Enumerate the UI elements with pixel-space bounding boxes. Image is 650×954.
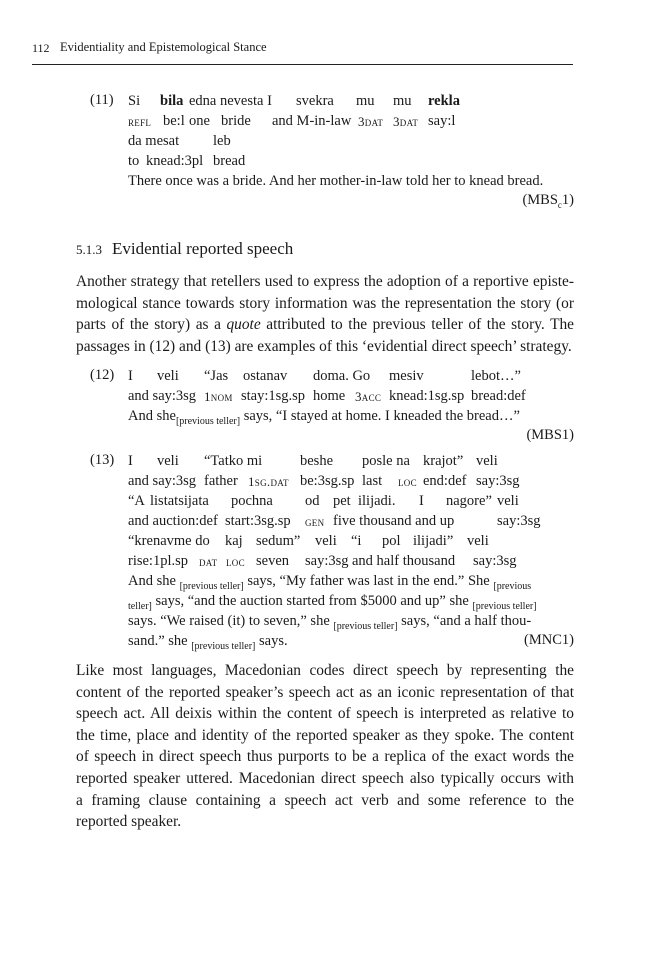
gloss-abbrev: and say:3sg	[128, 388, 197, 404]
gloss-word: ilijadi.	[358, 493, 396, 509]
running-title: Evidentiality and Epistemological Stance	[60, 40, 267, 54]
gloss-word: edna nevesta I	[189, 93, 272, 109]
gloss-abbrev: knead:1sg.sp	[389, 388, 465, 404]
gloss-word: bila	[160, 93, 184, 109]
gloss-abbrev: and say:3sg	[128, 473, 197, 489]
gloss-word: Si	[128, 93, 141, 109]
gloss-abbrev: say:3sg	[476, 473, 520, 489]
gloss-word: last	[362, 473, 383, 489]
example-number: (13)	[90, 452, 115, 468]
gloss-abbrev: 1nom	[204, 389, 233, 404]
gloss-word: “krenavme do	[128, 533, 210, 549]
text-line: Another strategy that retellers used to express the adoption of a reportive episte-	[76, 273, 574, 290]
text-line: reported speaker uttered. Macedonian direct speech also typically occurs with	[76, 769, 574, 787]
gloss-abbrev: 3dat	[358, 114, 384, 129]
gloss-word: mu	[393, 93, 412, 109]
body-paragraph	[76, 660, 574, 833]
gloss-word: home	[313, 388, 346, 404]
free-translation: There once was a bride. And her mother-in-law told her to knead bread.	[128, 173, 544, 189]
gloss-abbrev: stay:1sg.sp	[241, 388, 306, 404]
gloss-word: pochna	[231, 493, 273, 509]
gloss-word: I	[128, 453, 133, 469]
gloss-abbrev: loc	[226, 554, 245, 569]
gloss-abbrev: dat	[199, 554, 218, 569]
gloss-word: “A	[128, 493, 145, 509]
gloss-word: and half thousand	[352, 553, 456, 569]
gloss-abbrev: bread:def	[471, 388, 526, 404]
text-line: passages in (12) and (13) are examples of this ‘evidential direct speech’ strategy.	[76, 337, 572, 355]
gloss-word: “Jas	[204, 368, 229, 384]
gloss-abbrev: 1sg.dat	[248, 474, 289, 489]
gloss-abbrev: refl	[128, 114, 152, 129]
section-title: Evidential reported speech	[112, 239, 294, 258]
page-number: 112	[32, 41, 50, 55]
gloss-word: “Tatko mi	[204, 453, 263, 469]
gloss-word: da mesat	[128, 133, 180, 149]
text-line: of speech in direct speech thus purports to be a replica of the exact words the	[76, 748, 574, 766]
gloss-abbrev: be:l	[163, 113, 185, 129]
section-number: 5.1.3	[76, 242, 102, 257]
gloss-abbrev: be:3sg.sp	[300, 473, 355, 489]
body-paragraph	[76, 271, 574, 357]
gloss-word: od	[305, 493, 320, 509]
gloss-abbrev: 3dat	[393, 114, 419, 129]
gloss-word: father	[204, 473, 238, 489]
gloss-word: ostanav	[243, 368, 288, 384]
gloss-word: kaj	[225, 533, 243, 549]
gloss-word: veli	[157, 368, 179, 384]
gloss-word: posle na	[362, 453, 410, 469]
example-number: (12)	[90, 367, 115, 383]
gloss-abbrev: loc	[398, 474, 417, 489]
gloss-word: I	[419, 493, 424, 509]
example-source: (MNC1)	[524, 632, 574, 648]
text-line: reported speaker.	[76, 813, 182, 831]
gloss-abbrev: end:def	[423, 473, 467, 489]
gloss-word: nagore”	[446, 493, 492, 509]
gloss-word: veli	[467, 533, 489, 549]
gloss-word: leb	[213, 133, 231, 149]
text-line: a framing clause containing a speech act verb and some reference to the	[76, 791, 574, 809]
gloss-word: five thousand and up	[333, 513, 455, 529]
example-number: (11)	[90, 92, 114, 108]
gloss-abbrev: knead:3pl	[146, 153, 204, 169]
example-source: $(MBS_c1)$	[522, 192, 574, 210]
text-line: parts of the story) as a quote attributed to the previous teller of the story. The	[76, 316, 574, 334]
gloss-word: doma. Go	[313, 368, 371, 384]
section-heading	[76, 239, 293, 259]
free-translation: sand.” she $_{[previous teller]}$ says.	[128, 633, 288, 652]
gloss-word: listatsijata	[150, 493, 209, 509]
gloss-abbrev: gen	[305, 514, 325, 529]
gloss-abbrev: say:3sg	[305, 553, 349, 569]
free-translation: And she$_{[previous teller]}$ says, “I stayed at home. I kneaded the bread…”	[128, 408, 520, 427]
gloss-word: veli	[315, 533, 337, 549]
gloss-word: bride	[221, 113, 251, 129]
gloss-word: I	[128, 368, 133, 384]
gloss-word: krajot”	[423, 453, 464, 469]
gloss-word: veli	[157, 453, 179, 469]
free-translation: And she $_{[previous teller]}$ says, “My father was last in the end.” She $_{[previous}$	[128, 573, 532, 592]
gloss-word: one	[189, 113, 210, 129]
gloss-word: beshe	[300, 453, 334, 469]
gloss-word: to	[128, 153, 140, 169]
gloss-word: ilijadi”	[413, 533, 454, 549]
gloss-word: and M-in-law	[272, 113, 352, 129]
gloss-abbrev: and auction:def	[128, 513, 218, 529]
gloss-word: pet	[333, 493, 351, 509]
gloss-word: lebot…”	[471, 368, 521, 384]
gloss-abbrev: say:3sg	[473, 553, 517, 569]
running-header	[32, 40, 573, 65]
gloss-word: svekra	[296, 93, 334, 109]
gloss-abbrev: say:3sg	[497, 513, 541, 529]
gloss-word: rekla	[428, 93, 460, 109]
gloss-word: veli	[476, 453, 498, 469]
gloss-abbrev: rise:1pl.sp	[128, 553, 189, 569]
free-translation: says. “We raised (it) to seven,” she $_{[previous teller]}$ says, “and a half thou-	[128, 613, 532, 632]
text-line: the time, place and identity of the reported speaker as they spoke. The content	[76, 726, 574, 744]
text-line: mological stance towards story information was the representation the story (or	[76, 294, 574, 312]
gloss-word: mu	[356, 93, 375, 109]
gloss-word: mesiv	[389, 368, 424, 384]
gloss-word: bread	[213, 153, 246, 169]
gloss-abbrev: 3acc	[355, 389, 382, 404]
gloss-word: sedum”	[256, 533, 301, 549]
text-line: Like most languages, Macedonian codes direct speech by representing the	[76, 662, 574, 679]
example-source: (MBS1)	[526, 427, 574, 443]
gloss-abbrev: start:3sg.sp	[225, 513, 291, 529]
gloss-word: seven	[256, 553, 290, 569]
gloss-abbrev: say:l	[428, 113, 456, 129]
free-translation: $_{teller]}$ says, “and the auction started from $5000 and up” she $_{[previous teller]}$	[128, 593, 537, 612]
gloss-word: pol	[382, 533, 401, 549]
text-line: content of the reported speaker’s speech act as an iconic representation of that	[76, 683, 574, 701]
gloss-word: veli	[497, 493, 519, 509]
text-line: speech act. All deixis within the content of speech is interpreted as relative to	[76, 705, 574, 723]
gloss-word: “i	[351, 533, 362, 549]
